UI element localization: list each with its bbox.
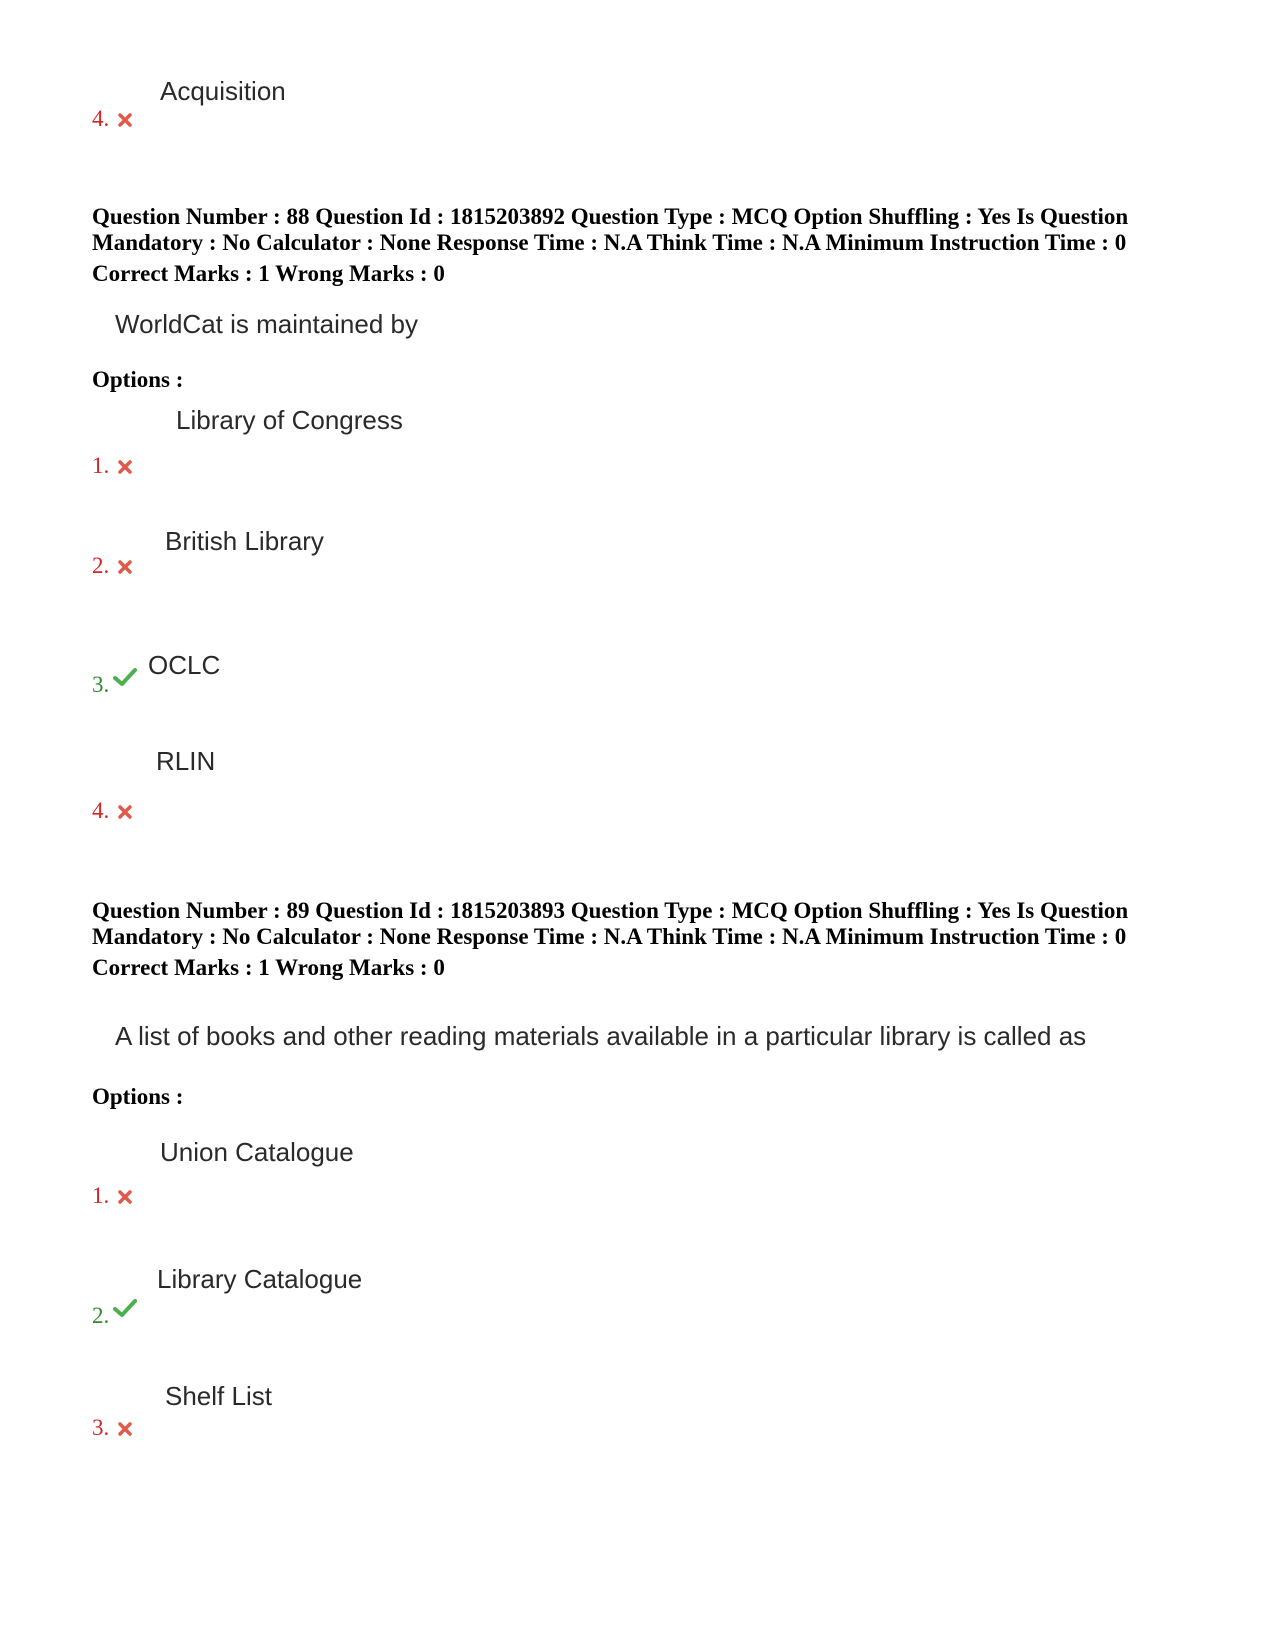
cross-icon xyxy=(117,108,133,134)
option-text: Library of Congress xyxy=(176,405,403,435)
option-number: 1. xyxy=(92,1183,133,1211)
option-number: 3. xyxy=(92,1415,133,1443)
option-text: Acquisition xyxy=(160,76,286,106)
option-number: 4. xyxy=(92,106,133,134)
question-marks: Correct Marks : 1 Wrong Marks : 0 xyxy=(92,261,445,286)
option-number: 2. xyxy=(92,1303,137,1329)
cross-icon xyxy=(117,800,133,826)
option-text: RLIN xyxy=(156,746,216,776)
option-text: Library Catalogue xyxy=(157,1264,363,1294)
question-text: A list of books and other reading materials available in a particular library is called as xyxy=(115,1021,1087,1051)
cross-icon xyxy=(117,455,133,481)
question-meta-line1: Question Number : 89 Question Id : 1815203893 Question Type : MCQ Option Shuffling : Yes Is Question xyxy=(92,898,1129,923)
question-meta-line2: Mandatory : No Calculator : None Response Time : N.A Think Time : N.A Minimum Instruction Time : 0 xyxy=(92,230,1127,255)
option-text: British Library xyxy=(165,526,324,556)
options-label: Options : xyxy=(92,1084,184,1109)
option-number: 4. xyxy=(92,798,133,826)
option-number: 2. xyxy=(92,553,133,581)
option-text: OCLC xyxy=(148,650,221,680)
option-number: 3. xyxy=(92,672,137,698)
check-icon xyxy=(113,1298,137,1324)
question-meta-line2: Mandatory : No Calculator : None Response Time : N.A Think Time : N.A Minimum Instruction Time : 0 xyxy=(92,924,1127,949)
cross-icon xyxy=(117,555,133,581)
option-text: Union Catalogue xyxy=(160,1137,354,1167)
question-meta-line1: Question Number : 88 Question Id : 1815203892 Question Type : MCQ Option Shuffling : Yes Is Question xyxy=(92,204,1129,229)
cross-icon xyxy=(117,1417,133,1443)
options-label: Options : xyxy=(92,367,184,392)
question-text: WorldCat is maintained by xyxy=(115,309,418,339)
option-number: 1. xyxy=(92,453,133,481)
cross-icon xyxy=(117,1185,133,1211)
question-marks: Correct Marks : 1 Wrong Marks : 0 xyxy=(92,955,445,980)
option-text: Shelf List xyxy=(165,1381,272,1411)
check-icon xyxy=(113,667,137,693)
